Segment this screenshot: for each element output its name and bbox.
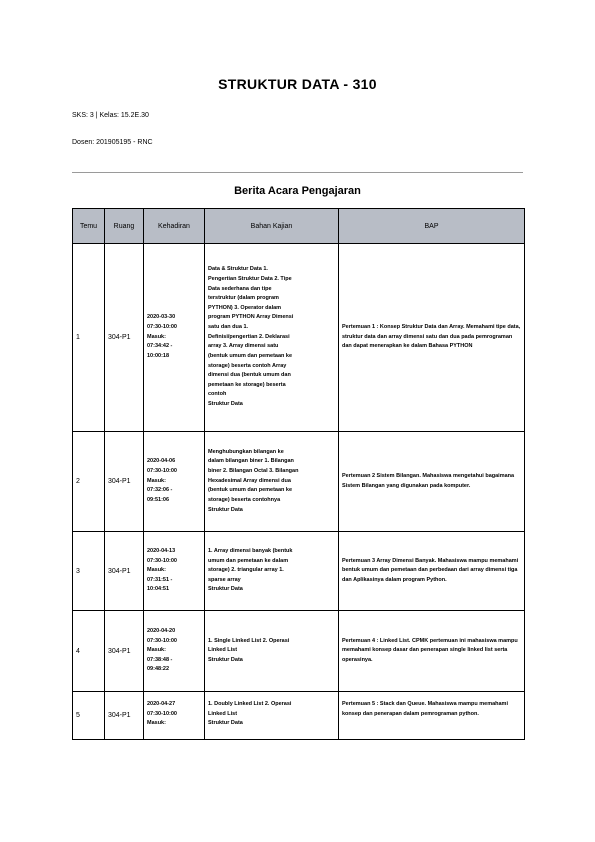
cell-kehadiran (144, 532, 205, 611)
kehadiran-line: 07:30-10:00 (147, 468, 177, 475)
kehadiran-line: 10:00:18 (147, 352, 170, 359)
cell-kehadiran (144, 611, 205, 692)
bahan-line: contoh (208, 391, 227, 398)
kehadiran-line: 09:51:06 (147, 496, 170, 503)
kehadiran-line: 07:30-10:00 (147, 557, 177, 564)
bahan-line: Menghubungkan bilangan ke (208, 448, 284, 455)
bahan-line: umum dan pemetaan ke dalam (208, 557, 289, 564)
document-title: STRUKTUR DATA - 310 (218, 76, 377, 92)
lecturer-meta: Dosen: 201905195 - RNC (72, 139, 153, 146)
kehadiran-line: 2020-04-13 (147, 547, 176, 554)
bahan-line: Struktur Data (208, 720, 243, 727)
cell-temu: 3 (73, 532, 105, 611)
cell-temu: 5 (73, 692, 105, 740)
table-row (73, 532, 525, 611)
cell-bap: Pertemuan 4 : Linked List. CPMK pertemuan ini mahasiswa mampu memahami konsep dasar dan penerapan single linked list serta operasinya. (339, 611, 525, 692)
cell-ruang: 304-P1 (105, 611, 144, 692)
teaching-report-table (72, 208, 525, 740)
kehadiran-line: 07:38:48 - (147, 656, 173, 663)
header-kehadiran: Kehadiran (144, 209, 205, 244)
kehadiran-line: 10:04:51 (147, 586, 170, 593)
cell-bahan-kajian (205, 692, 339, 740)
bahan-line: terstruktur (dalam program (208, 295, 279, 302)
bahan-line: program PYTHON Array Dimensi (208, 314, 294, 321)
bahan-line: array 3. Array dimensi satu (208, 343, 279, 350)
table-row (73, 611, 525, 692)
bahan-line: pemetaan ke storage) beserta (208, 381, 286, 388)
divider (72, 172, 523, 173)
bahan-line: Struktur Data (208, 656, 243, 663)
bahan-line: (bentuk umum dan pemetaan ke (208, 352, 293, 359)
section-title: Berita Acara Pengajaran (234, 185, 361, 197)
bahan-line: Struktur Data (208, 401, 243, 408)
bahan-line: dalam bilangan biner 1. Bilangan (208, 458, 294, 465)
cell-kehadiran (144, 432, 205, 532)
bahan-line: Linked List (208, 710, 238, 717)
cell-bahan-kajian (205, 244, 339, 432)
header-bap: BAP (339, 209, 525, 244)
bahan-line: Struktur Data (208, 586, 243, 593)
table-row (73, 692, 525, 740)
table-row (73, 432, 525, 532)
bahan-line: Data sederhana dan tipe (208, 285, 272, 292)
cell-bahan-kajian (205, 432, 339, 532)
bahan-line: storage) beserta contoh Array (208, 362, 287, 369)
kehadiran-line: 07:32:06 - (147, 487, 173, 494)
bahan-line: storage) beserta contohnya (208, 496, 281, 503)
kehadiran-line: 09:48:22 (147, 666, 170, 673)
bahan-line: PYTHON) 3. Operator dalam (208, 304, 282, 311)
cell-bap: Pertemuan 3 Array Dimensi Banyak. Mahasiswa mampu memahami bentuk umum dan pemetaan dan perbedaan dari array dimensi tiga dan Aplikasinya dalam program Python. (339, 532, 525, 611)
kehadiran-line: 07:30-10:00 (147, 637, 177, 644)
bahan-line: biner 2. Bilangan Octal 3. Bilangan (208, 468, 299, 475)
kehadiran-line: Masuk: (147, 333, 166, 340)
cell-ruang: 304-P1 (105, 244, 144, 432)
cell-kehadiran (144, 244, 205, 432)
cell-kehadiran (144, 692, 205, 740)
kehadiran-line: Masuk: (147, 477, 166, 484)
cell-bap: Pertemuan 1 : Konsep Struktur Data dan Array. Memahami tipe data, struktur data dan array dimensi satu dan dua pada pemrograman dan dapat menerapkan ke dalam Bahasa PYTHON (339, 244, 525, 432)
header-bahan-kajian: Bahan Kajian (205, 209, 339, 244)
kehadiran-line: Masuk: (147, 567, 166, 574)
cell-ruang: 304-P1 (105, 692, 144, 740)
bahan-line: Linked List (208, 647, 238, 654)
table-header-row (73, 209, 525, 244)
cell-temu: 4 (73, 611, 105, 692)
bahan-line: satu dan dua 1. (208, 324, 249, 331)
cell-bahan-kajian (205, 611, 339, 692)
kehadiran-line: 07:31:51 - (147, 576, 173, 583)
bahan-line: Hexadesimal Array dimensi dua (208, 477, 291, 484)
kehadiran-line: 07:34:42 - (147, 343, 173, 350)
kehadiran-line: 07:30-10:00 (147, 324, 177, 331)
bahan-line: (bentuk umum dan pemetaan ke (208, 487, 293, 494)
kehadiran-line: 2020-04-06 (147, 458, 176, 465)
kehadiran-line: Masuk: (147, 647, 166, 654)
kehadiran-line: 07:30-10:00 (147, 710, 177, 717)
course-meta: SKS: 3 | Kelas: 15.2E.30 (72, 112, 149, 119)
header-temu: Temu (73, 209, 105, 244)
header-ruang: Ruang (105, 209, 144, 244)
table-row (73, 244, 525, 432)
bahan-line: 1. Single Linked List 2. Operasi (208, 637, 290, 644)
cell-ruang: 304-P1 (105, 432, 144, 532)
bahan-line: dimensi dua (bentuk umum dan (208, 372, 291, 379)
kehadiran-line: 2020-04-27 (147, 701, 176, 707)
cell-ruang: 304-P1 (105, 532, 144, 611)
bahan-line: Pengertian Struktur Data 2. Tipe (208, 275, 292, 282)
cell-temu: 2 (73, 432, 105, 532)
cell-bahan-kajian (205, 532, 339, 611)
cell-bap: Pertemuan 2 Sistem Bilangan. Mahasiswa mengetahui bagaimana Sistem Bilangan yang digunakan pada komputer. (339, 432, 525, 532)
cell-bap: Pertemuan 5 : Stack dan Queue. Mahasiswa mampu memahami konsep dan penerapan dalam pemrograman python. (339, 692, 525, 740)
bahan-line: 1. Array dimensi banyak (bentuk (208, 547, 293, 554)
cell-temu: 1 (73, 244, 105, 432)
bahan-line: sparse array (208, 576, 241, 583)
kehadiran-line: 2020-03-30 (147, 314, 176, 321)
kehadiran-line: Masuk: (147, 720, 166, 727)
bahan-line: 1. Doubly Linked List 2. Operasi (208, 701, 292, 707)
bahan-line: Data & Struktur Data 1. (208, 266, 268, 273)
kehadiran-line: 2020-04-20 (147, 627, 176, 634)
bahan-line: Struktur Data (208, 506, 243, 513)
bahan-line: Definisi/pengertian 2. Deklarasi (208, 333, 290, 340)
bahan-line: storage) 2. triangular array 1. (208, 567, 284, 574)
